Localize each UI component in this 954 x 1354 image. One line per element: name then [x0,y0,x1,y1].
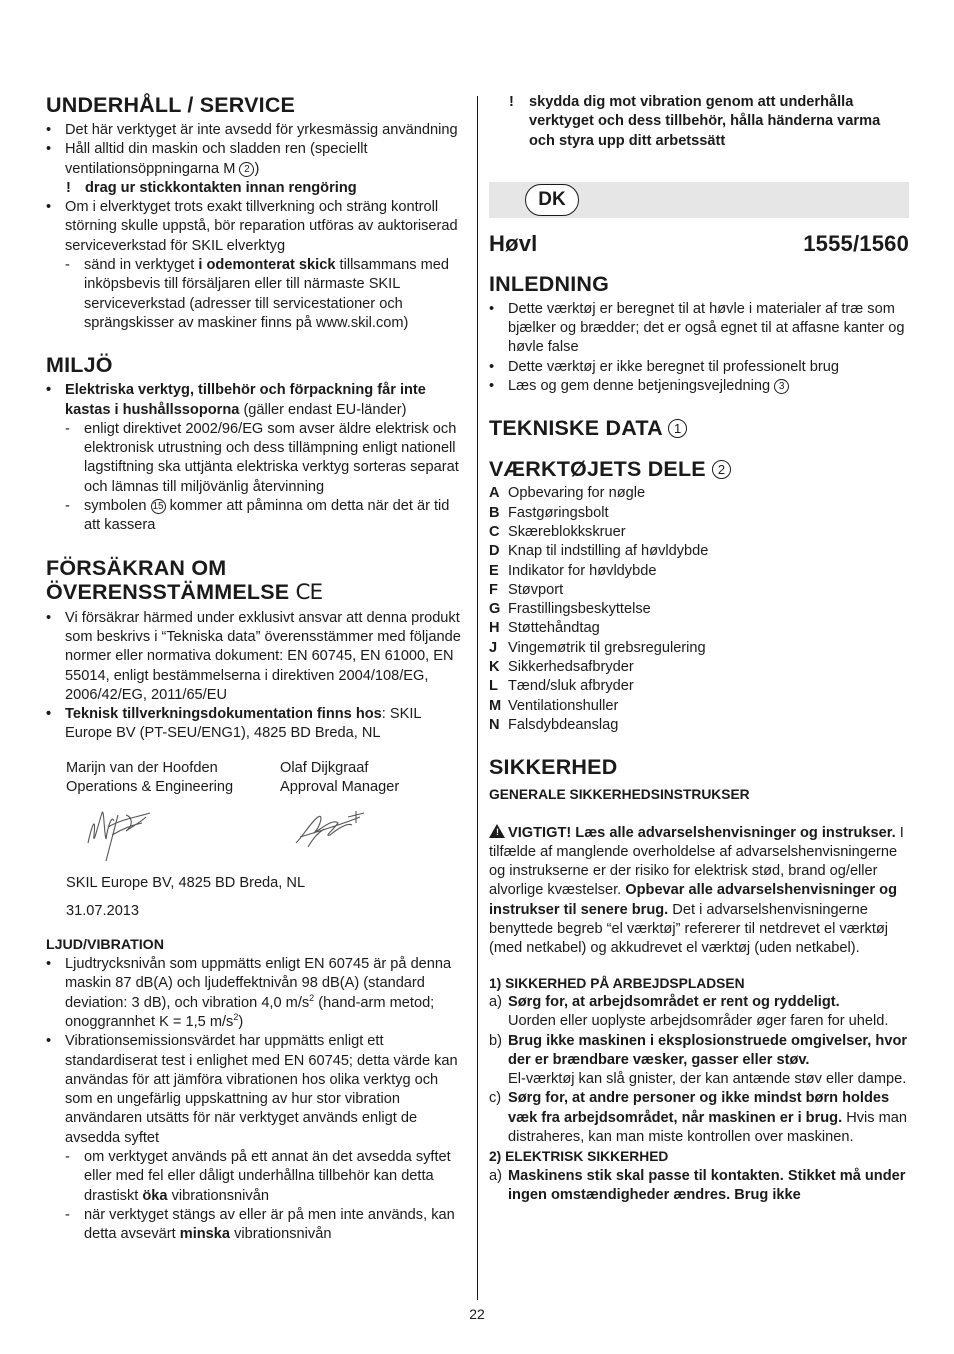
section-title-sikkerhed: SIKKERHED [489,755,618,780]
part-item: K Sikkerhedsafbryder [489,659,634,676]
list-item: • Håll alltid din maskin och sladden ren (speciellt ventilationsöppningarna M 2 ) [46,141,368,177]
list-item: • Teknisk tillverkningsdokumentation finns hos: SKIL Europe BV (PT-SEU/ENG1), 4825 BD Breda, NL [46,706,422,742]
part-item: E Indikator for høvldybde [489,562,657,579]
ljud-list [46,955,466,1244]
parts-list [489,484,909,735]
figure-ref: 3 [774,379,789,394]
inledning-list [489,300,909,396]
miljo-list [46,381,466,535]
figure-ref: 1 [668,419,687,438]
warning-note: ! skydda dig mot vibration genom att underhålla verktyget och dess tillbehör, hålla händerna varma och styra upp ditt arbetssätt [509,94,881,149]
figure-ref: 2 [712,460,731,479]
part-item: L Tænd/sluk afbryder [489,678,634,695]
list-item: a) Maskinens stik skal passe til kontakten. Stikket må under ingen omstændigheder ændres. Brug ikke [489,1167,906,1203]
left-column [46,0,466,1244]
list-item: • Læs og gem denne betjeningsvejledning 3 [489,377,909,396]
part-item: J Vingemøtrik til grebsregulering [489,639,706,656]
signatory-1: Marijn van der Hoofden Operations & Engineering [66,759,234,796]
sub-item: - när verktyget stängs av eller är på men inte används, kan detta avsevärt minska vibrationsnivån [65,1206,455,1243]
right-column [489,0,909,1205]
section-title-inledning: INLEDNING [489,271,610,296]
part-item: H Støttehåndtag [489,620,600,637]
signature-block [46,759,466,934]
part-item: A Opbevaring for nøgle [489,485,646,502]
list-item: • Ljudtrycksnivån som uppmätts enligt EN 60745 är på denna maskin 87 dB(A) och ljudeffektnivån 98 dB(A) (standard deviation: 3 dB), och vibration 4,0 $m/s^2$ (hand-arm metod; onoggrannhet K = 1,5 $m/s^2$) [46,956,452,1030]
sub-item: - enligt direktivet 2002/96/EG som avser äldre elektrisk och elektronisk utrustning och dess tillämpning enligt nationell lagstiftning ska uttjänta elektriska verktyg sorteras separat och lämnas till miljövänlig återvinning [65,420,459,495]
list-item: a) Sørg for, at arbejdsområdet er rent og ryddeligt. Uorden eller uoplyste arbejdsområder øger faren for uheld. [489,993,889,1030]
generale-title: GENERALE SIKKERHEDSINSTRUKSER [489,787,750,803]
list-item: • Om i elverktyget trots exakt tillverkning och sträng kontroll störning skulle uppstå, bör reparation utföras av auktoriserad serviceverkstad för SKIL elverktyg [46,199,458,254]
sub-item: - om verktyget används på ett annat än det avsedda syftet eller med fel eller dåligt underhållna tillbehör kan detta drastiskt öka vibrationsnivån [65,1148,451,1204]
product-name: Høvl [489,230,538,256]
section-title-tekniske: TEKNISKE DATA 1 [489,416,909,440]
section-title-miljo: MILJÖ [46,353,113,378]
forsakran-list [46,609,466,744]
declaration-date: 31.07.2013 [66,902,140,919]
warning-triangle-icon: ! [489,824,505,838]
s1-title: 1) SIKKERHED PÅ ARBEJDSPLADSEN [489,975,745,991]
list-item: • Dette værktøj er ikke beregnet til professionelt brug [489,358,839,375]
signature-2-icon [290,807,370,853]
list-item: • Vi försäkrar härmed under exklusivt ansvar att denna produkt som beskrivs i “Tekniska data” överensstämmer med följande normer eller normativa dokument: EN 60745, EN 61000, EN 55014, enligt bestämmelserna i direktiven 2004/108/EG, 2006/42/EG, 2011/65/EU [46,609,461,703]
figure-ref: 2 [239,162,254,177]
product-header [489,232,909,258]
vigtigt-paragraph: ! VIGTIGT! Læs alle advarselshenvisninger og instrukser. I tilfælde af manglende overholdelse af advarselshenvisningerne og instrukserne er der risiko for elektrisk stød, brand og/eller alvorlige kvæstelser. Opbevar alle advarselshenvisninger og instrukser til senere brug. Det i advarselshenvisningerne benyttede begreb “el værktøj” refererer til netdrevet el værktøj (med netkabel) og akkudrevet el værktøj (uden netkabel). [489,824,904,957]
column-divider [477,96,478,1300]
part-item: M Ventilationshuller [489,697,619,714]
company-address: SKIL Europe BV, 4825 BD Breda, NL [66,874,306,891]
signature-1-icon [82,805,157,865]
underhall-list [46,121,466,333]
part-item: N Falsdybdeanslag [489,716,619,733]
ljud-title: LJUD/VIBRATION [46,936,164,953]
list-item: • Dette værktøj er beregnet til at høvle i materialer af træ som bjælker og brædder; det er også egnet til at affasne kanter og høvle false [489,300,905,356]
list-item: • Vibrationsemissionsvärdet har uppmätts enligt ett standardiserat test i enlighet med EN 60745; detta värde kan användas för att jämföra vibrationen hos olika verktyg och som en ungefärlig uppskattning av hur stor vibration användaren utsätts för när verktyget används enligt de avsedda syftet [46,1033,458,1146]
product-model: 1555/1560 [803,230,909,256]
page-number: 22 [469,1306,485,1322]
list-item: c) Sørg for, at andre personer og ikke mindst børn holdes væk fra arbejdsområdet, når maskinen er i brug. Hvis man distraheres, kan man miste kontrollen over maskinen. [489,1090,908,1145]
figure-ref: 15 [152,501,164,513]
section-title-forsakran: FÖRSÄKRAN OM ÖVERENSSTÄMMELSE CE [46,555,323,605]
part-item: F Støvport [489,581,564,598]
s2-title: 2) ELEKTRISK SIKKERHED [489,1149,669,1165]
list-item: • Elektriska verktyg, tillbehör och förpackning får inte kastas i hushållssoporna (gäller endast EU-länder) [46,382,426,418]
language-band [489,182,909,218]
part-item: D Knap til indstilling af høvldybde [489,543,709,560]
sub-item: - sänd in verktyget i odemonterat skick tillsammans med inköpsbevis till försäljaren eller till närmaste SKIL serviceverkstad (adresser till servicestationer och sprängskisser av maskiner finns på www.skil.com) [65,257,450,331]
warning-note: ! drag ur stickkontakten innan rengöring [66,179,357,196]
ce-mark-icon: CE [295,579,323,605]
language-badge: DK [525,184,579,216]
sub-item: - symbolen 15 kommer att påminna om detta när det är tid att kassera [65,498,450,534]
part-item: G Frastillingsbeskyttelse [489,601,651,618]
part-item: C Skæreblokkskruer [489,523,626,540]
section-title-dele: VÆRKTØJETS DELE 2 [489,457,909,481]
section-title-underhall: UNDERHÅLL / SERVICE [46,93,296,117]
list-item: • Det här verktyget är inte avsedd för yrkesmässig användning [46,122,458,138]
signatory-2: Olaf Dijkgraaf Approval Manager [280,759,400,796]
part-item: B Fastgøringsbolt [489,504,609,521]
list-item: b) Brug ikke maskinen i eksplosionstruede omgivelser, hvor der er brændbare væsker, gasser eller støv. El-værktøj kan slå gnister, der kan antænde støv eller dampe. [489,1032,908,1088]
